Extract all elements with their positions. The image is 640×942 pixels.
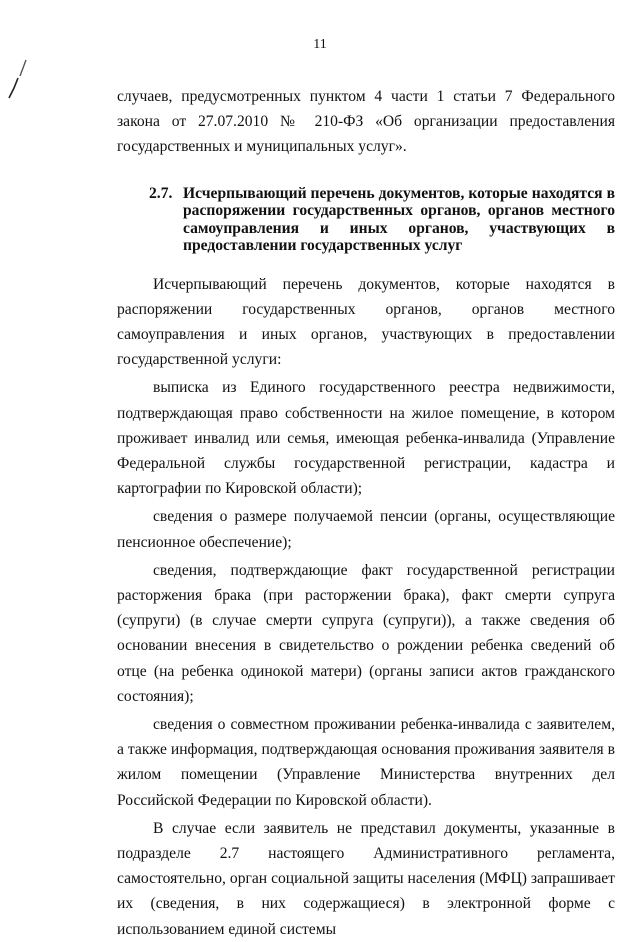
page-number: 11	[313, 37, 327, 52]
list-item-cohabitation-info: сведения о совместном проживании ребенка-инвалида с заявителем, а также информация, подтверждающая основания проживания заявителя в жилом помещении (Управление Министерства внутренних дел Российской Федерации по Кировской области).	[117, 716, 615, 809]
list-item-registry-extract: выписка из Единого государственного реестра недвижимости, подтверждающая право собственности на жилое помещение, в котором проживает инвалид или семья, имеющая ребенка-инвалида (Управление Федеральной службы государственной регистрации, кадастра и картографии по Кировской области);	[117, 379, 615, 498]
paragraph-continuation: случаев, предусмотренных пунктом 4 части 1 статьи 7 Федерального закона от 27.07.2010 № 210-ФЗ «Об организации предоставления государственных и муниципальных услуг».	[117, 88, 615, 156]
pen-stroke-mark	[6, 58, 30, 106]
section-number: 2.7.	[149, 184, 173, 202]
section-title: Исчерпывающий перечень документов, которые находятся в распоряжении государственных органов, органов местного самоуправления и иных органов, участвующих в предоставлении государственных услуг	[183, 184, 615, 255]
paragraph-intro: Исчерпывающий перечень документов, которые находятся в распоряжении государственных органов, органов местного самоуправления и иных органов, участвующих в предоставлении государственной услуги:	[117, 275, 615, 369]
page-content	[117, 84, 615, 942]
list-item-pension-info: сведения о размере получаемой пенсии (органы, осуществляющие пенсионное обеспечение);	[117, 508, 615, 551]
section-heading	[117, 185, 615, 255]
paragraph-request-procedure: В случае если заявитель не представил документы, указанные в подразделе 2.7 настоящего Административного регламента, самостоятельно, орган социальной защиты населения (МФЦ) запрашивает их (сведения, в них содержащиеся) в электронной форме с использованием единой системы	[117, 819, 615, 938]
list-item-civil-registry: сведения, подтверждающие факт государственной регистрации расторжения брака (при расторжении брака), факт смерти супруга (супруги) (в случае смерти супруга (супруги)), а также сведения об основании внесения в свидетельство о рождении ребенка сведений об отце (на ребенка одинокой матери) (органы записи актов гражданского состояния);	[117, 561, 615, 705]
